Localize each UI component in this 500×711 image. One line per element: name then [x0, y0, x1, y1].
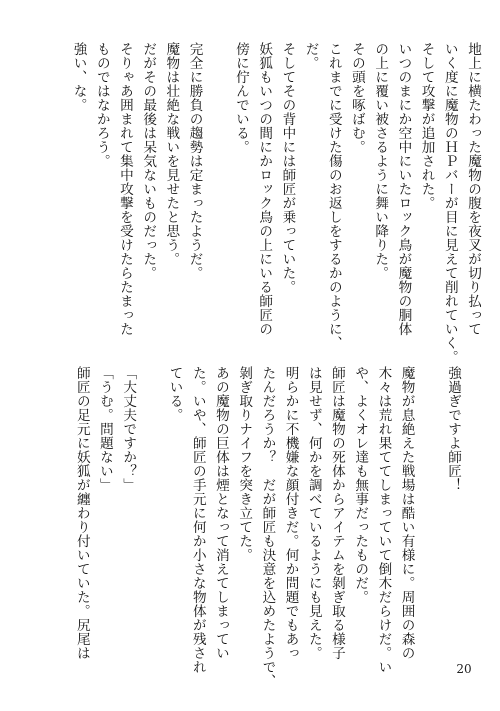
text-line: ものではなかろう。 [93, 42, 110, 168]
text-line: の上に覆い被さるように舞い降りた。 [372, 42, 389, 280]
text-line: その頭を啄ばむ。 [348, 42, 365, 154]
text-line: これまでに受けた傷のお返しをするかのように、 [325, 42, 342, 350]
text-line: ている。 [166, 366, 183, 422]
text-line: いく度に魔物のＨＰバーが目に見えて削れていく。 [441, 42, 458, 364]
text-line: いつのまにか空中にいたロック鳥が魔物の胴体 [395, 42, 412, 336]
text-line: 強過ぎですよ師匠！ [445, 366, 461, 492]
text-line: 師匠は魔物の死体からアイテムを剝ぎ取る様子 [328, 366, 345, 660]
text-line: や、よくオレ達も無事だったものだ。 [352, 366, 369, 604]
text-line: 木々は荒れ果ててしまっていて倒木だらけだ。い [375, 366, 392, 674]
text-line: 強い、な。 [70, 42, 87, 112]
text-line: 師匠の足元に妖狐が纏わり付いていた。尻尾は [73, 366, 90, 660]
text-line: は見せず、何かを調べているようにも見えた。 [305, 366, 322, 660]
text-line: 「うむ。問題ない」 [96, 366, 113, 492]
text-line: そして攻撃が追加された。 [418, 42, 435, 210]
text-line: た。いや、師匠の手元に何か小さな物体が残され [189, 366, 206, 674]
text-line: 地上に横たわった魔物の腹を夜叉が切り払って [465, 42, 481, 336]
text-line: 完全に勝負の趨勢は定まったようだ。 [186, 42, 203, 280]
text-line: 魔物は壮絶な戦いを見せたと思う。 [163, 42, 180, 266]
blank-line [206, 42, 229, 324]
text-line: 魔物が息絶えた戦場は酷い有様に。周囲の森の [398, 366, 415, 660]
text-line: 明らかに不機嫌な顔付きだ。何か問題でもあっ [282, 366, 299, 660]
text-line: 剝ぎ取りナイフを突き立てた。 [236, 366, 253, 562]
text-line: だ。 [302, 42, 319, 70]
text-line: 傍に佇んでいる。 [232, 42, 249, 154]
blank-line [139, 366, 162, 648]
text-line: あの魔物の巨体は煙となって消えてしまってい [212, 366, 229, 660]
text-line: だがその最後は呆気ないものだった。 [140, 42, 157, 280]
text-line: 「大丈夫ですか？」 [120, 366, 137, 492]
text-line: たんだろうか？ だが師匠も決意を込めたようで、 [259, 366, 276, 688]
upper-text-block [70, 42, 484, 364]
text-line: 妖狐もいつの間にかロック鳥の上にいる師匠の [256, 42, 273, 336]
text-line: そしてその背中には師匠が乗っていた。 [279, 42, 296, 294]
blank-line [418, 366, 441, 648]
page-number: 20 [456, 662, 472, 676]
text-line: そりゃあ囲まれて集中攻撃を受けたらたまった [116, 42, 133, 336]
